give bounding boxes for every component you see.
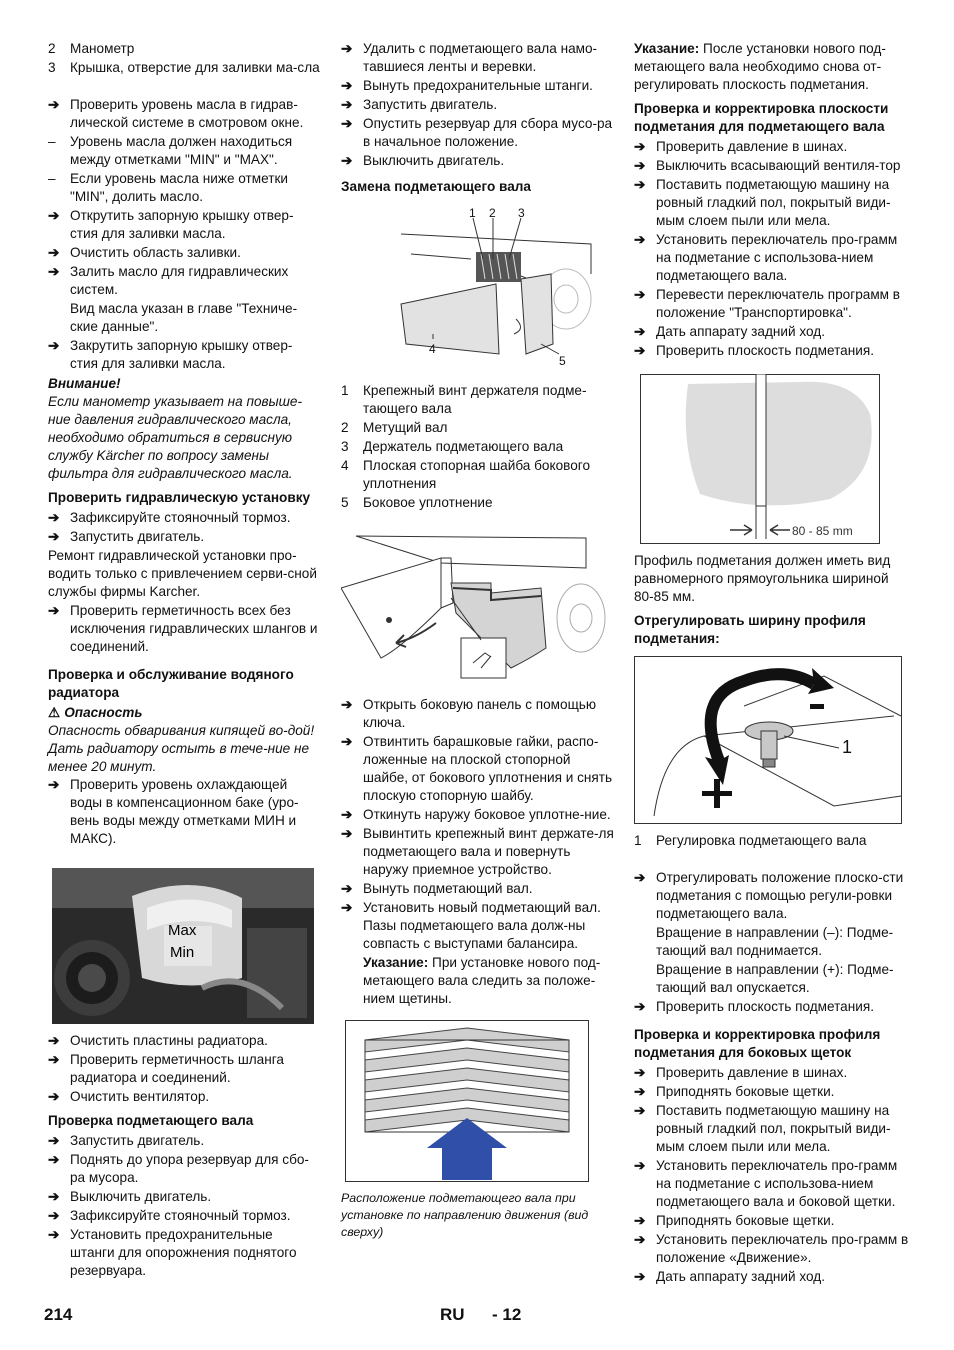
arrow-icon: ➔ (341, 153, 353, 168)
legend-item (48, 40, 320, 58)
chevron-bristles-drawing (345, 1020, 589, 1182)
profile-text: Профиль подметания должен иметь вид равномерного прямоугольника шириной 80-85 мм. (634, 553, 891, 604)
step-item (341, 96, 616, 114)
arrow-icon: ➔ (341, 734, 353, 749)
step-item (634, 998, 909, 1016)
legend-text: Метущий вал (363, 420, 448, 435)
step-item (634, 138, 909, 156)
step-text: Проверить плоскость подметания. (656, 999, 874, 1014)
note-label: Указание: (634, 41, 700, 56)
step-text: Запустить двигатель. (70, 529, 205, 544)
legend-text: Плоская стопорная шайба бокового уплотнения (363, 458, 590, 491)
step-text: Установить переключатель про-грамм в положение «Движение». (656, 1232, 909, 1265)
step-item (634, 869, 909, 923)
rotation-plus-text: Вращение в направлении (+): Подме-тающий вал опускается. (656, 962, 894, 995)
max-label: Max (168, 922, 197, 939)
arrow-icon: ➔ (48, 97, 60, 112)
arrow-icon: ➔ (634, 287, 646, 302)
arrow-icon: ➔ (634, 1158, 646, 1173)
step-item (48, 1207, 320, 1225)
side-panel-diagram (341, 528, 606, 688)
rotation-minus-text: Вращение в направлении (–): Подме-тающий вал поднимается. (656, 925, 894, 958)
step-item (634, 231, 909, 285)
step-text: Запустить двигатель. (363, 97, 498, 112)
arrow-icon: ➔ (48, 1033, 60, 1048)
step-text: Очистить область заливки. (70, 245, 241, 260)
section-heading: Отрегулировать ширину профиля подметания: (634, 613, 866, 646)
legend-item (341, 419, 616, 437)
arrow-icon: ➔ (341, 41, 353, 56)
arrow-icon: ➔ (634, 1213, 646, 1228)
min-label: Min (170, 944, 195, 961)
arrow-icon: ➔ (341, 881, 353, 896)
section-heading: Проверка и корректировка профиля подметания для боковых щеток (634, 1027, 881, 1060)
step-text: Удалить с подметающего вала намо-тавшиеся ленты и веревки. (363, 41, 598, 74)
step-item (48, 1051, 320, 1087)
step-text: Закрутить запорную крышку отвер-стия для заливки масла. (70, 338, 293, 371)
step-text: Проверить давление в шинах. (656, 1065, 848, 1080)
step-text: Перевести переключатель программ в положение "Транспортировка". (656, 287, 901, 320)
step-item (341, 77, 616, 95)
step-text: Выключить двигатель. (70, 1189, 212, 1204)
step-item (48, 207, 320, 243)
step-item (48, 528, 320, 546)
sweeping-roller-diagram (341, 204, 601, 374)
step-text: Открыть боковую панель с помощью ключа. (363, 697, 597, 730)
legend-number: 4 (341, 458, 349, 473)
step-item (341, 152, 616, 170)
section-heading: Замена подметающего вала (341, 179, 531, 194)
page-number: 214 (44, 1305, 73, 1324)
arrow-icon: ➔ (634, 343, 646, 358)
step-text: Проверить уровень масла в гидрав-лической системе в смотровом окне. (70, 97, 304, 130)
section-heading: Проверка и корректировка плоскости подметания для подметающего вала (634, 101, 889, 134)
arrow-icon: ➔ (48, 1227, 60, 1242)
arrow-icon: ➔ (634, 1084, 646, 1099)
adjustment-knob-drawing (634, 656, 902, 824)
warning-icon: ⚠ (48, 705, 61, 720)
legend-number: 3 (48, 60, 56, 75)
arrow-icon: ➔ (48, 338, 60, 353)
step-item (48, 509, 320, 527)
step-item (634, 1083, 909, 1101)
step-item (634, 1157, 909, 1211)
note-text: При установке нового под-метающего вала следить за положе-нием щетины. (363, 955, 601, 1006)
step-item (341, 899, 616, 953)
step-item (48, 1032, 320, 1050)
arrow-icon: ➔ (634, 1065, 646, 1080)
callout-5: 5 (559, 354, 566, 368)
legend-item (634, 832, 909, 850)
step-item (341, 733, 616, 805)
step-item (48, 263, 320, 299)
step-item (634, 342, 909, 360)
arrow-icon: ➔ (341, 807, 353, 822)
step-item (341, 40, 616, 76)
section-page-number: - 12 (492, 1305, 522, 1324)
step-item (634, 1064, 909, 1082)
arrow-icon: ➔ (48, 208, 60, 223)
step-item (634, 1231, 909, 1267)
step-text: Зафиксируйте стояночный тормоз. (70, 510, 291, 525)
step-text: Поставить подметающую машину на ровный гладкий пол, покрытый види-мым слоем пыли или мела. (656, 177, 891, 228)
section-heading: Проверка и обслуживание водяного радиатора (48, 667, 294, 700)
arrow-icon: ➔ (48, 1089, 60, 1104)
arrow-icon: ➔ (48, 1133, 60, 1148)
sweep-profile-diagram (640, 374, 880, 544)
step-text: Дать аппарату задний ход. (656, 324, 825, 339)
step-item (341, 696, 616, 732)
roller-assembly-drawing (341, 204, 601, 374)
chevron-roller-diagram (345, 1020, 589, 1182)
arrow-icon: ➔ (341, 900, 353, 915)
step-item (634, 286, 909, 322)
attention-title: Внимание! (48, 376, 121, 391)
callout-1: 1 (469, 206, 476, 220)
note-label: Указание: (363, 955, 429, 970)
step-text: Залить масло для гидравлических систем. (70, 264, 289, 297)
step-text: Если уровень масла ниже отметки "MIN", долить масло. (70, 171, 288, 204)
step-item (48, 776, 320, 848)
arrow-icon: ➔ (634, 870, 646, 885)
step-item (634, 1268, 909, 1286)
legend-number: 1 (341, 383, 349, 398)
step-item (341, 806, 616, 824)
arrow-icon: ➔ (48, 245, 60, 260)
language-code: RU (440, 1305, 465, 1324)
step-text: Опустить резервуар для сбора мусо-ра в начальное положение. (363, 116, 613, 149)
step-item (48, 1188, 320, 1206)
arrow-icon: ➔ (341, 116, 353, 131)
column-middle (341, 40, 616, 1241)
step-text: Проверить давление в шинах. (656, 139, 848, 154)
arrow-icon: ➔ (634, 139, 646, 154)
step-item (48, 1151, 320, 1187)
legend-number: 2 (48, 41, 56, 56)
step-item (634, 1102, 909, 1156)
step-item (634, 323, 909, 341)
legend-text: Регулировка подметающего вала (656, 833, 867, 848)
section-heading: Проверить гидравлическую установку (48, 490, 311, 505)
step-item (634, 1212, 909, 1230)
side-panel-drawing (341, 528, 606, 688)
plus-label (702, 774, 715, 792)
step-text: Проверить плоскость подметания. (656, 343, 874, 358)
arrow-icon: ➔ (48, 1189, 60, 1204)
step-item (634, 157, 909, 175)
step-item (48, 337, 320, 373)
arrow-icon: ➔ (341, 78, 353, 93)
legend-text: Крышка, отверстие для заливки ма-сла (70, 60, 320, 75)
callout-4: 4 (429, 342, 436, 356)
callout-2: 2 (489, 206, 496, 220)
danger-title-text: Опасность (64, 705, 143, 720)
step-text: Очистить вентилятор. (70, 1089, 210, 1104)
arrow-icon: ➔ (48, 1152, 60, 1167)
step-text: Запустить двигатель. (70, 1133, 205, 1148)
dash-marker: – (48, 134, 56, 149)
step-item (48, 1132, 320, 1150)
step-text: Откинуть наружу боковое уплотне-ние. (363, 807, 611, 822)
step-text: Поставить подметающую машину на ровный гладкий пол, покрытый види-мым слоем пыли или мела. (656, 1103, 891, 1154)
attention-text: Если манометр указывает на повыше-ние давления гидравлического масла, необходимо обратиться в сервисную службу Kärcher по вопросу замены фильтра для гидравлического масла. (48, 394, 303, 481)
legend-number: 3 (341, 439, 349, 454)
step-item (48, 602, 320, 656)
legend-item (341, 382, 616, 418)
step-text: Проверить уровень охлаждающей воды в компенсационном баке (уро-вень воды между отметками МИН и МАКС). (70, 777, 299, 846)
step-item (341, 115, 616, 151)
step-item (48, 244, 320, 262)
step-text: Выключить двигатель. (363, 153, 505, 168)
step-text: Очистить пластины радиатора. (70, 1033, 268, 1048)
legend-number: 5 (341, 495, 349, 510)
step-text: Установить предохранительные штанги для опорожнения поднятого резервуара. (70, 1227, 297, 1278)
step-item (341, 825, 616, 879)
legend-item (341, 438, 616, 456)
step-text: Зафиксируйте стояночный тормоз. (70, 1208, 291, 1223)
legend-item (341, 494, 616, 512)
legend-text: Крепежный винт держателя подме-тающего вала (363, 383, 587, 416)
danger-title (48, 704, 320, 722)
step-item (48, 1226, 320, 1280)
step-text: Открутить запорную крышку отвер-стия для заливки масла. (70, 208, 294, 241)
section-heading: Проверка подметающего вала (48, 1113, 254, 1128)
legend-text: Держатель подметающего вала (363, 439, 564, 454)
arrow-icon: ➔ (48, 529, 60, 544)
coolant-tank-photo (52, 868, 314, 1024)
callout-3: 3 (518, 206, 525, 220)
legend-item (341, 457, 616, 493)
arrow-icon: ➔ (48, 603, 60, 618)
arrow-icon: ➔ (634, 232, 646, 247)
arrow-icon: ➔ (48, 1208, 60, 1223)
step-item (341, 880, 616, 898)
step-text: Вынуть предохранительные штанги. (363, 78, 593, 93)
legend-text: Манометр (70, 41, 135, 56)
step-text: Выключить всасывающий вентиля-тор (656, 158, 901, 173)
arrow-icon: ➔ (48, 510, 60, 525)
step-item (48, 170, 320, 206)
arrow-icon: ➔ (634, 177, 646, 192)
sweep-profile-drawing (640, 374, 880, 544)
install-note (634, 40, 909, 94)
arrow-icon: ➔ (634, 999, 646, 1014)
step-item (48, 96, 320, 132)
callout-1: 1 (842, 737, 853, 757)
step-text: Проверить герметичность шланга радиатора и соединений. (70, 1052, 284, 1085)
step-text: Отвинтить барашковые гайки, распо-ложенные на плоской стопорной шайбе, от бокового уплотнения и снять плоскую стопорную шайбу. (363, 734, 613, 803)
roller-note (341, 954, 616, 1008)
column-left (48, 40, 320, 1281)
step-text: Проверить герметичность всех без исключения гидравлических шлангов и соединений. (70, 603, 318, 654)
dash-marker: – (48, 171, 56, 186)
arrow-icon: ➔ (341, 97, 353, 112)
step-item (634, 176, 909, 230)
step-text: Установить переключатель про-грамм на подметание с использова-нием подметающего вала и боковой щетки. (656, 1158, 898, 1209)
repair-text: Ремонт гидравлической установки про-водить только с привлечением серви-сной службы фирмы Karcher. (48, 548, 317, 599)
step-text: Уровень масла должен находиться между отметками "MIN" и "MAX". (70, 134, 293, 167)
step-item (48, 1088, 320, 1106)
danger-text: Опасность обваривания кипящей во-дой! Дать радиатору остыть в тече-ние не менее 20 минут. (48, 723, 315, 774)
arrow-icon: ➔ (48, 264, 60, 279)
arrow-icon: ➔ (48, 1052, 60, 1067)
step-text: Вынуть подметающий вал. (363, 881, 533, 896)
minus-label (806, 689, 813, 707)
step-text: Вывинтить крепежный винт держате-ля подметающего вала и повернуть наружу приемное устройство. (363, 826, 614, 877)
step-text: Приподнять боковые щетки. (656, 1084, 835, 1099)
step-text: Поднять до упора резервуар для сбо-ра мусора. (70, 1152, 309, 1185)
legend-number: 2 (341, 420, 349, 435)
arrow-icon: ➔ (634, 158, 646, 173)
legend-number: 1 (634, 833, 642, 848)
arrow-icon: ➔ (634, 1232, 646, 1247)
width-dimension-label: 80 - 85 mm (792, 524, 853, 538)
note-text: После установки нового под-метающего вала необходимо снова от-регулировать плоскость подметания. (634, 41, 886, 92)
step-item (48, 133, 320, 169)
arrow-icon: ➔ (341, 826, 353, 841)
arrow-icon: ➔ (634, 1103, 646, 1118)
adjustment-knob-diagram (634, 656, 902, 824)
step-text: Приподнять боковые щетки. (656, 1213, 835, 1228)
step-text: Установить переключатель про-грамм на подметание с использова-нием подметающего вала. (656, 232, 898, 283)
arrow-icon: ➔ (634, 1269, 646, 1284)
column-right (634, 40, 909, 1287)
figure-caption: Расположение подметающего вала при установке по направлению движения (вид сверху) (341, 1191, 589, 1239)
arrow-icon: ➔ (634, 324, 646, 339)
arrow-icon: ➔ (48, 777, 60, 792)
step-text: Дать аппарату задний ход. (656, 1269, 825, 1284)
arrow-icon: ➔ (341, 697, 353, 712)
legend-text: Боковое уплотнение (363, 495, 493, 510)
legend-item (48, 59, 320, 77)
step-text: Отрегулировать положение плоско-сти подметания с помощью регули-ровки подметающего вала. (656, 870, 904, 921)
step-text: Установить новый подметающий вал. Пазы подметающего вала долж-ны совпасть с выступами балансира. (363, 900, 601, 951)
oil-type-note: Вид масла указан в главе "Техниче-ские данные". (70, 301, 298, 334)
